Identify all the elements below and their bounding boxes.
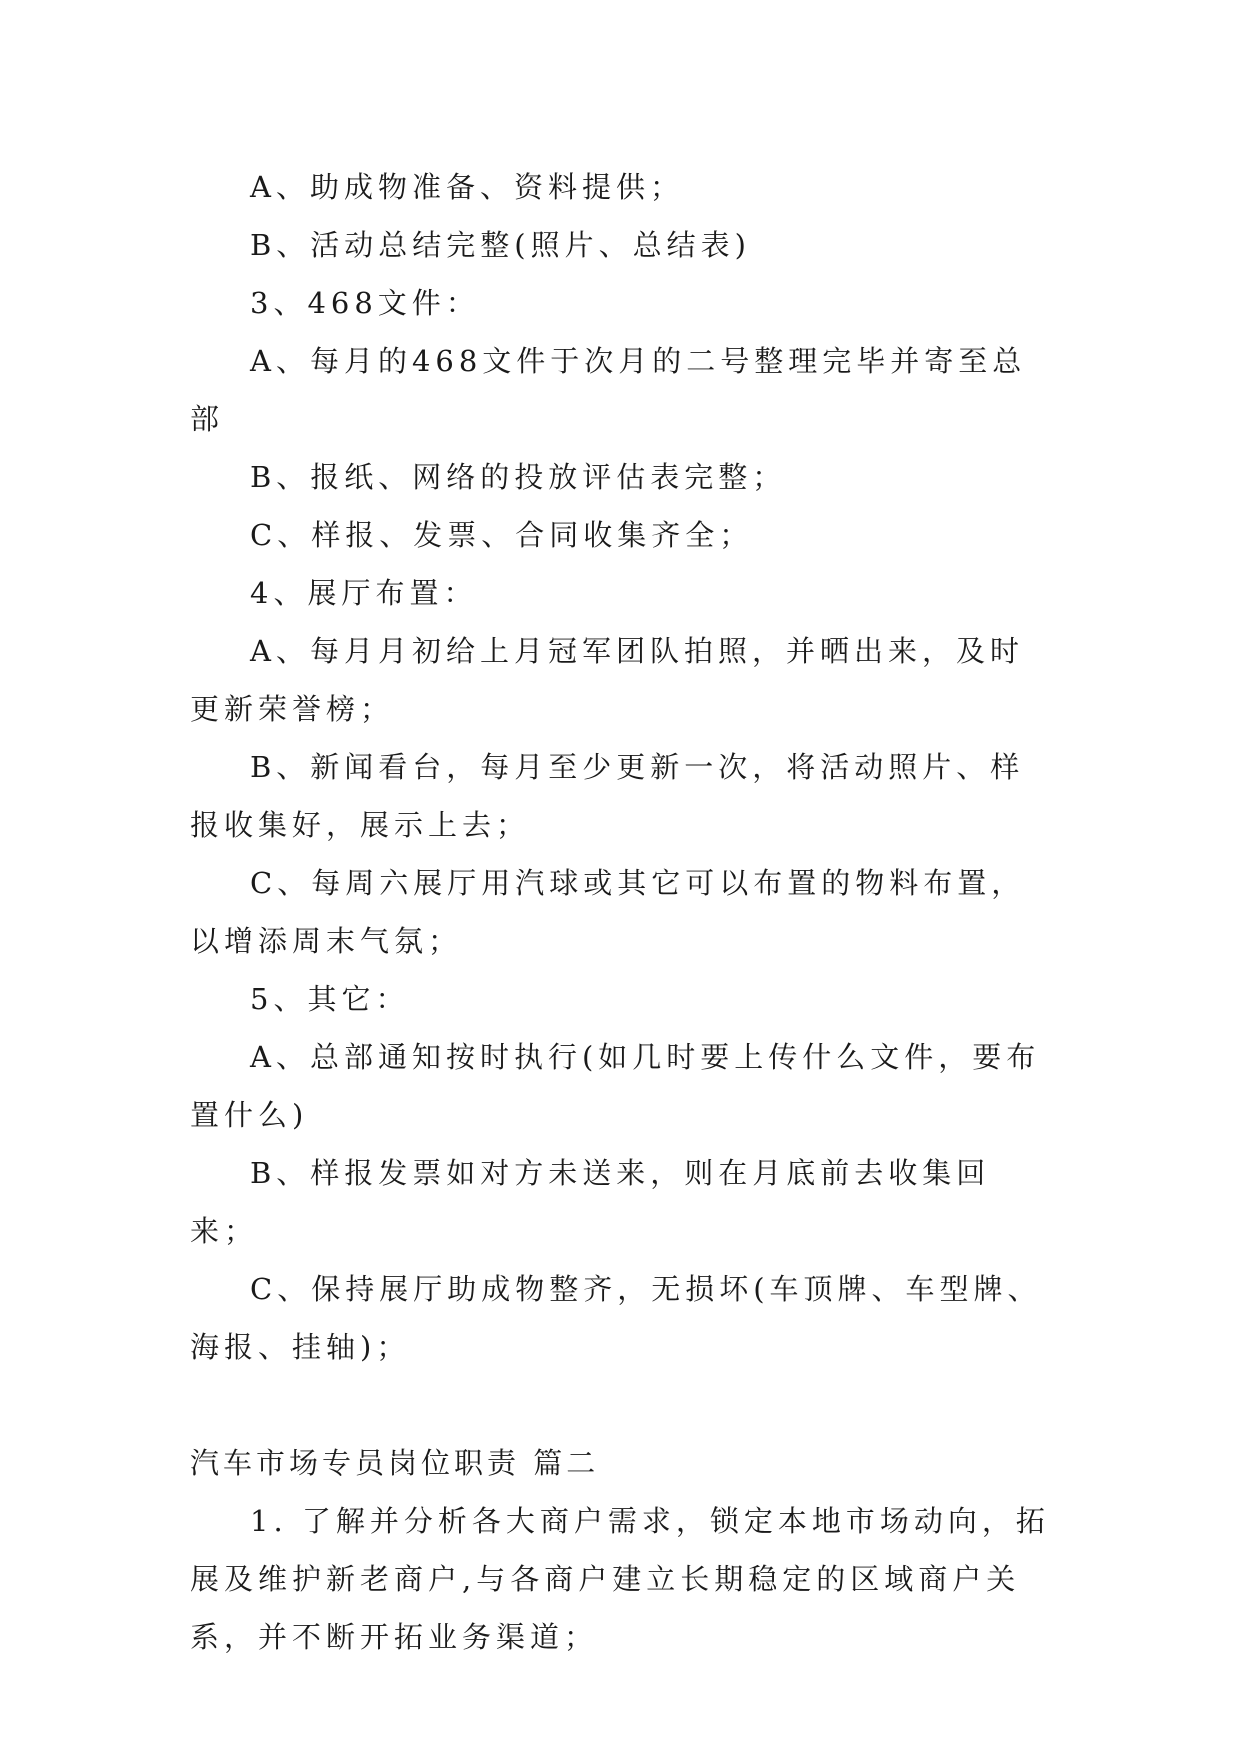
paragraph-6: C、样报、发票、合同收集齐全； bbox=[250, 518, 754, 552]
paragraph-8: A、每月月初给上月冠军团队拍照，并晒出来，及时更新荣誉榜； bbox=[190, 634, 1024, 726]
paragraph-4: A、每月的468文件于次月的二号整理完毕并寄至总部 bbox=[190, 344, 1027, 436]
blank-line bbox=[190, 1376, 1050, 1434]
paragraph-9: B、新闻看台，每月至少更新一次，将活动照片、样报收集好，展示上去； bbox=[190, 750, 1025, 842]
section-title: 汽车市场专员岗位职责 篇二 bbox=[190, 1446, 600, 1480]
paragraph-1: A、助成物准备、资料提供； bbox=[250, 170, 684, 204]
paragraph-2: B、活动总结完整(照片、总结表) bbox=[250, 228, 751, 262]
paragraph-7: 4、展厅布置： bbox=[250, 576, 478, 610]
paragraph-15: 1. 了解并分析各大商户需求，锁定本地市场动向，拓展及维护新老商户,与各商户建立长期稳定的区域商户关系，并不断开拓业务渠道； bbox=[190, 1504, 1050, 1654]
document-body bbox=[190, 158, 1050, 1666]
paragraph-14: C、保持展厅助成物整齐，无损坏(车顶牌、车型牌、海报、挂轴)； bbox=[190, 1272, 1042, 1364]
paragraph-10: C、每周六展厅用汽球或其它可以布置的物料布置，以增添周末气氛； bbox=[190, 866, 1026, 958]
paragraph-13: B、样报发票如对方未送来，则在月底前去收集回来； bbox=[190, 1156, 991, 1248]
paragraph-3: 3、468文件： bbox=[250, 286, 480, 320]
paragraph-12: A、总部通知按时执行(如几时要上传什么文件，要布置什么) bbox=[190, 1040, 1041, 1132]
paragraph-11: 5、其它： bbox=[250, 982, 410, 1016]
paragraph-5: B、报纸、网络的投放评估表完整； bbox=[250, 460, 787, 494]
